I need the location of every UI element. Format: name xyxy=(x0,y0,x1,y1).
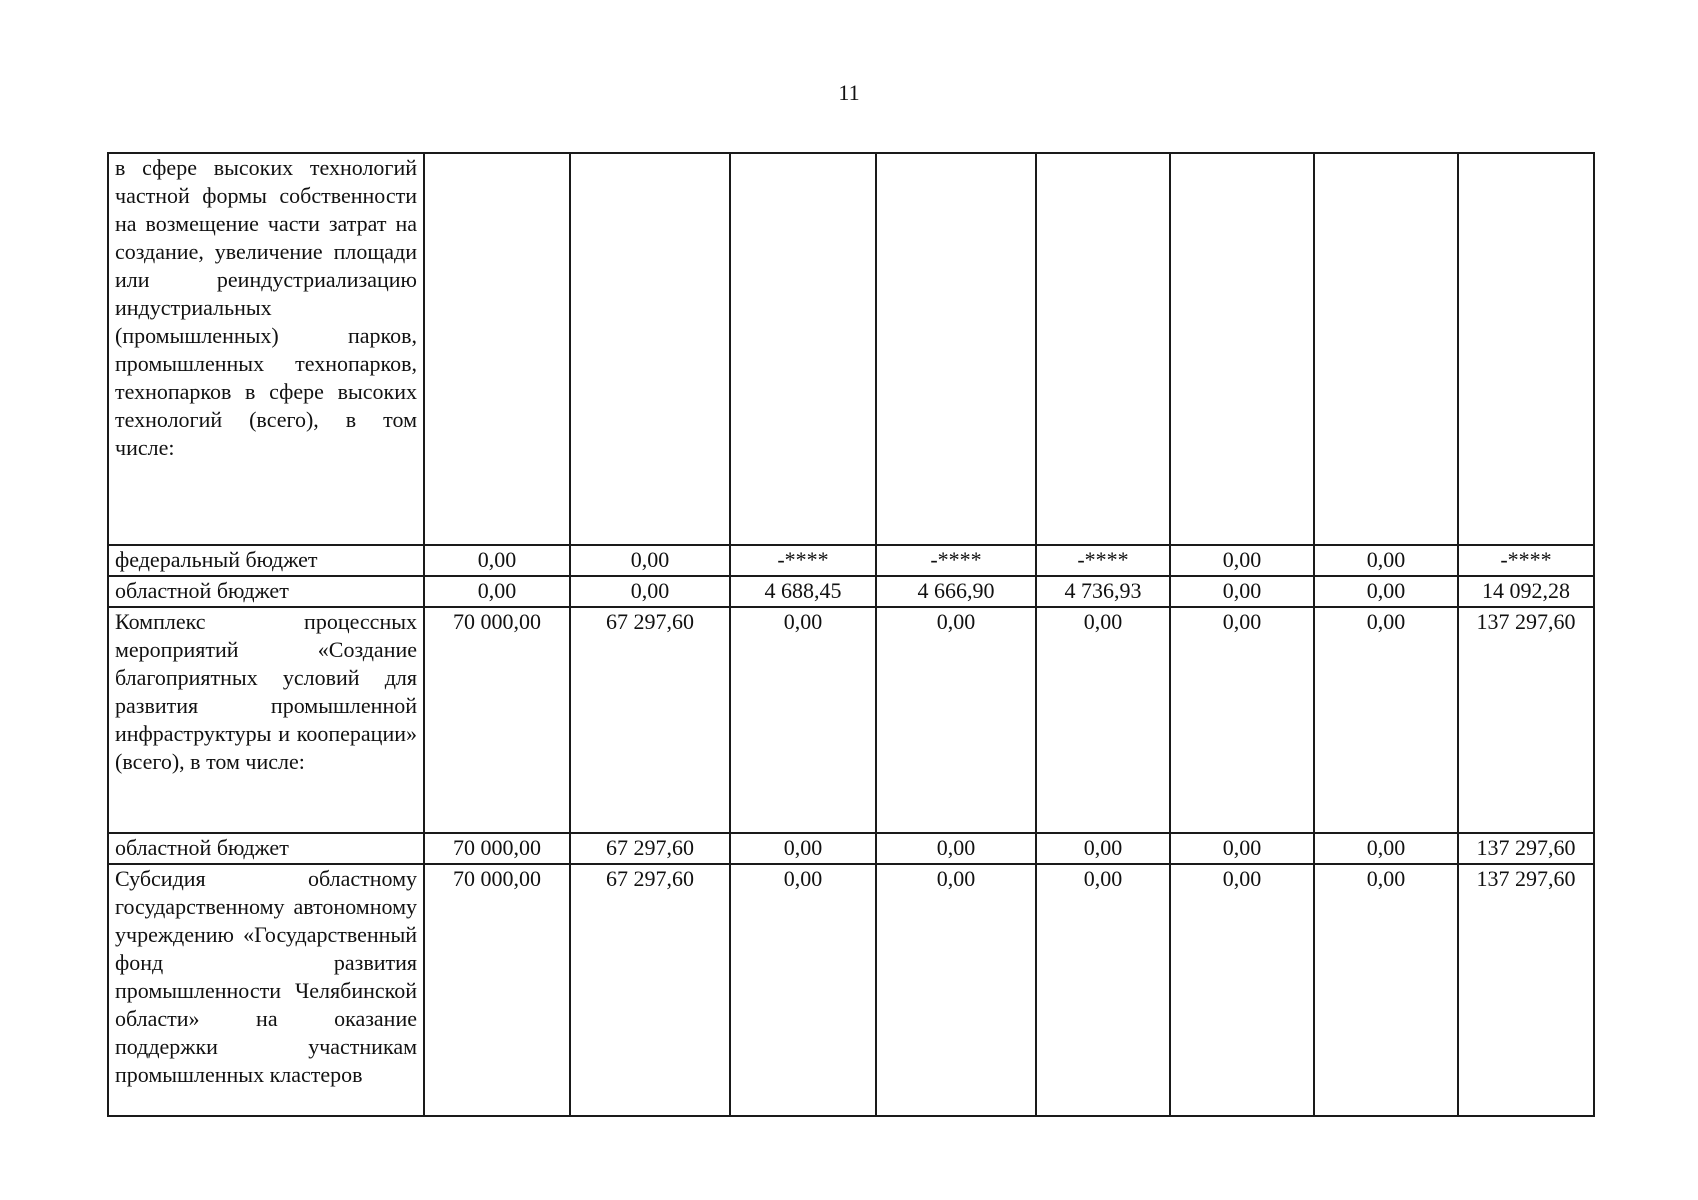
row-label: областной бюджет xyxy=(108,833,424,864)
table-cell: 0,00 xyxy=(876,833,1036,864)
table-cell: 4 666,90 xyxy=(876,576,1036,607)
table-cell xyxy=(1458,153,1594,545)
table-row xyxy=(108,607,1594,833)
table-cell: 0,00 xyxy=(424,545,570,576)
page-number: 11 xyxy=(838,80,860,105)
table-cell: 137 297,60 xyxy=(1458,833,1594,864)
table-cell xyxy=(730,153,876,545)
row-label: Комплекс процессных мероприятий «Создание благоприятных условий для развития промышленной инфраструктуры и кооперации» (всего), в том числе: xyxy=(108,607,424,833)
table-cell: 0,00 xyxy=(1170,576,1314,607)
table-cell: 0,00 xyxy=(1170,545,1314,576)
budget-table xyxy=(107,152,1595,1117)
table-cell: 67 297,60 xyxy=(570,864,730,1116)
table-row xyxy=(108,833,1594,864)
table-cell: 0,00 xyxy=(1314,864,1458,1116)
table-cell: 67 297,60 xyxy=(570,833,730,864)
table-cell: 0,00 xyxy=(730,864,876,1116)
table-cell: 70 000,00 xyxy=(424,833,570,864)
table-cell: -**** xyxy=(730,545,876,576)
table-cell: 0,00 xyxy=(1036,833,1170,864)
table-cell: 14 092,28 xyxy=(1458,576,1594,607)
table-cell xyxy=(876,153,1036,545)
table-cell: 0,00 xyxy=(1036,864,1170,1116)
table-row xyxy=(108,864,1594,1116)
table-cell: 137 297,60 xyxy=(1458,864,1594,1116)
table-cell: -**** xyxy=(876,545,1036,576)
table-cell: 0,00 xyxy=(424,576,570,607)
table-cell: 4 736,93 xyxy=(1036,576,1170,607)
table-cell: 70 000,00 xyxy=(424,607,570,833)
table-cell: 67 297,60 xyxy=(570,607,730,833)
table-cell: 0,00 xyxy=(1314,576,1458,607)
table-cell: -**** xyxy=(1458,545,1594,576)
table-cell: 0,00 xyxy=(1036,607,1170,833)
table-cell xyxy=(424,153,570,545)
row-label: Субсидия областному государственному автономному учреждению «Государственный фонд развития промышленности Челябинской области» на оказание поддержки участникам промышленных кластеров xyxy=(108,864,424,1116)
table-cell: 0,00 xyxy=(570,576,730,607)
table-row xyxy=(108,576,1594,607)
table-cell xyxy=(1170,153,1314,545)
table-cell: 137 297,60 xyxy=(1458,607,1594,833)
row-label: федеральный бюджет xyxy=(108,545,424,576)
table-cell: 0,00 xyxy=(876,864,1036,1116)
table-cell: -**** xyxy=(1036,545,1170,576)
table-cell: 0,00 xyxy=(1314,607,1458,833)
table-cell: 0,00 xyxy=(570,545,730,576)
row-label: в сфере высоких технологий частной формы собственности на возмещение части затрат на создание, увеличение площади или реиндустриализацию индустриальных (промышленных) парков, промышленных технопарков, технопарков в сфере высоких технологий (всего), в том числе: xyxy=(108,153,424,545)
table-cell: 0,00 xyxy=(1314,545,1458,576)
table-cell xyxy=(570,153,730,545)
table-cell: 0,00 xyxy=(876,607,1036,833)
table-cell: 70 000,00 xyxy=(424,864,570,1116)
table-cell: 0,00 xyxy=(730,833,876,864)
table-cell: 0,00 xyxy=(1170,864,1314,1116)
table-cell: 0,00 xyxy=(1170,833,1314,864)
table-cell: 0,00 xyxy=(1170,607,1314,833)
table-cell xyxy=(1036,153,1170,545)
table-cell xyxy=(1314,153,1458,545)
table-row xyxy=(108,153,1594,545)
table-row xyxy=(108,545,1594,576)
row-label: областной бюджет xyxy=(108,576,424,607)
table-cell: 0,00 xyxy=(1314,833,1458,864)
table-cell: 0,00 xyxy=(730,607,876,833)
table-cell: 4 688,45 xyxy=(730,576,876,607)
